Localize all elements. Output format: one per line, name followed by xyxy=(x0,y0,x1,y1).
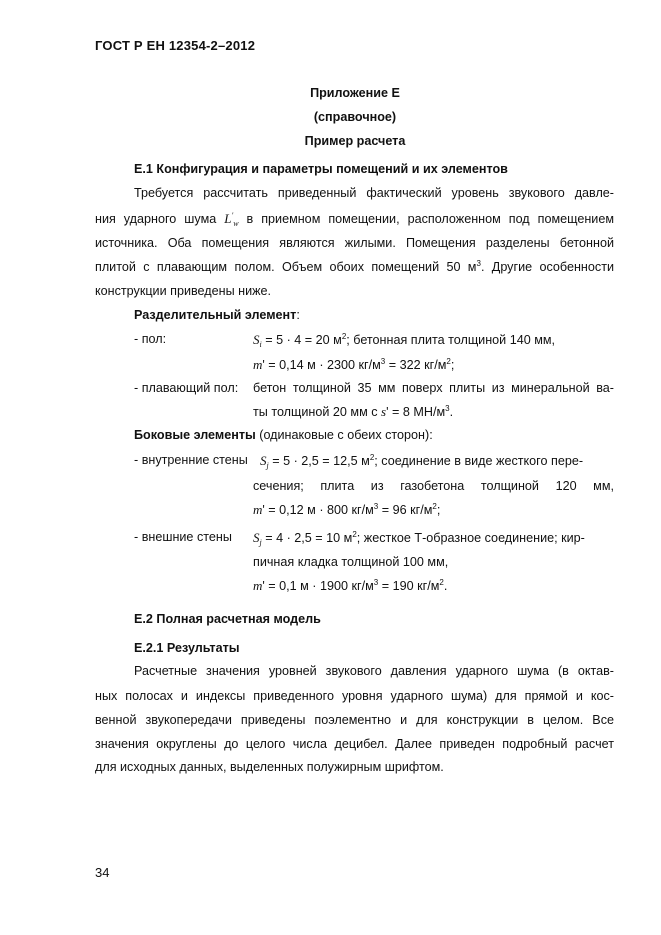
paragraph-line: источника. Оба помещения являются жилыми. Помещения разделены бетонной xyxy=(95,236,614,250)
separating-element-heading: Разделительный элемент: xyxy=(134,308,300,322)
paragraph-line: Требуется рассчитать приведенный фактический уровень звукового давле- xyxy=(134,186,614,200)
section-e21-heading: Е.2.1 Результаты xyxy=(134,641,240,655)
floor-label: - пол: xyxy=(134,332,167,346)
floor-mass-line: m' = 0,14 м · 2300 $кг/м^3 = 322$ $кг/м^2$; xyxy=(253,357,455,372)
appendix-name: Пример расчета xyxy=(304,134,406,148)
paragraph-line: Расчетные значения уровней звукового давления ударного шума (в октав- xyxy=(134,664,614,678)
paragraph-line: ния ударного шума $L'_w$ в приемном помещении, расположенном под помещением xyxy=(95,211,615,228)
inner-walls-label: - внутренние стены xyxy=(134,453,248,467)
section-e2-heading: Е.2 Полная расчетная модель xyxy=(134,612,321,626)
appendix-title: Приложение Е xyxy=(310,86,400,100)
inner-walls-mass-line: m' = 0,12 м · 800 $кг/м^3 = 96$ $кг/м^2$; xyxy=(253,502,441,517)
outer-walls-line: $S_j = 4 \cdot 2,5 = 10$ $м^2$; жесткое Т-образное соединение; кир- xyxy=(253,530,585,547)
outer-walls-line: пичная кладка толщиной 100 мм, xyxy=(253,555,449,569)
floating-floor-line: ты толщиной 20 мм с s' = 8 $МН/м^3$. xyxy=(253,404,454,419)
paragraph-line: для исходных данных, выделенных полужирным шрифтом. xyxy=(95,760,444,774)
appendix-kind: (справочное) xyxy=(313,110,397,124)
paragraph-line: венной звукопередачи приведены поэлементно и для конструкции в целом. Все xyxy=(95,713,614,727)
paragraph-line: значения округлены до целого числа децибел. Далее приведен подробный расчет xyxy=(95,737,614,751)
document-code: ГОСТ Р ЕН 12354-2–2012 xyxy=(95,38,256,53)
paragraph-line: плитой с плавающим полом. Объем обоих помещений 50 $м^3$. Другие особенности xyxy=(95,259,614,274)
page-number: 34 xyxy=(95,865,110,880)
flanking-elements-heading: Боковые элементы (одинаковые с обеих сторон): xyxy=(134,428,433,442)
floating-floor-line: бетон толщиной 35 мм поверх плиты из минеральной ва- xyxy=(253,381,614,395)
floor-line: $S_i = 5 \cdot 4 = 20$ $м^2$; бетонная плита толщиной 140 мм, xyxy=(253,332,556,349)
outer-walls-label: - внешние стены xyxy=(134,530,232,544)
inner-walls-line: сечения; плита из газобетона толщиной 120 мм, xyxy=(253,479,614,493)
section-e1-heading: Е.1 Конфигурация и параметры помещений и их элементов xyxy=(134,162,508,176)
paragraph-line: конструкции приведены ниже. xyxy=(95,284,272,298)
symbol-L-prime-w: $L'_w$ xyxy=(224,211,239,228)
inner-walls-line: $S_j = 5 \cdot 2,5 = 12,5$ $м^2$; соединение в виде жесткого пере- xyxy=(260,453,584,470)
paragraph-line: ных полосах и индексы приведенного уровня ударного шума) для прямой и кос- xyxy=(95,689,614,703)
outer-walls-mass-line: m' = 0,1 м · 1900 $кг/м^3 = 190$ $кг/м^2$. xyxy=(253,578,448,593)
floating-floor-label: - плавающий пол: xyxy=(134,381,239,395)
